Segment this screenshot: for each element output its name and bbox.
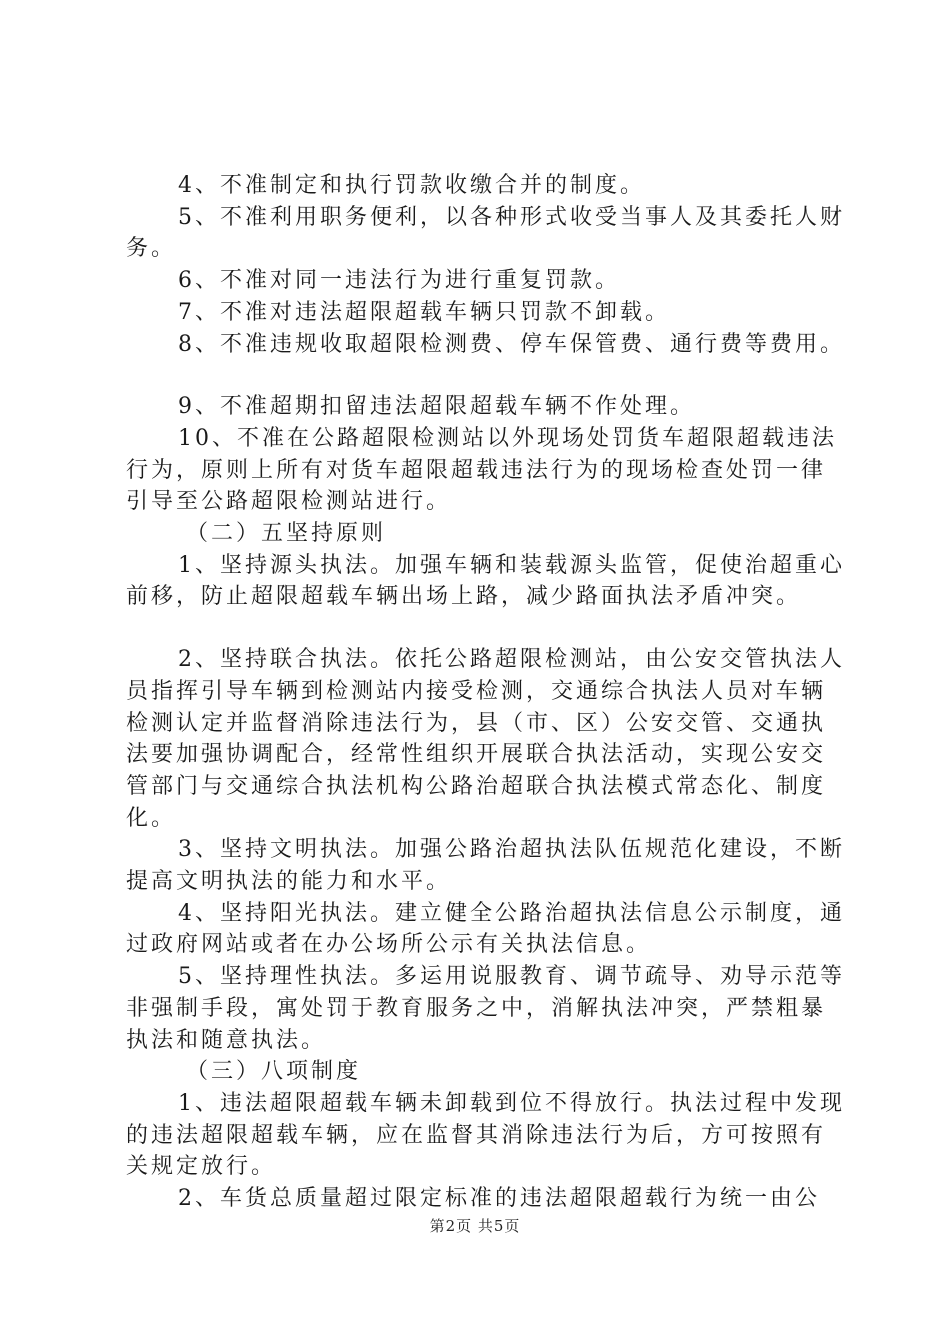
paragraph-principle-3: 3、坚持文明执法。加强公路治超执法队伍规范化建设，不断提高文明执法的能力和水平。 xyxy=(126,837,845,895)
document-body xyxy=(126,170,848,1215)
paragraph-rule-5: 5、不准利用职务便利，以各种形式收受当事人及其委托人财务。 xyxy=(126,204,845,262)
paragraph-system-2: 2、车货总质量超过限定标准的违法超限超载行为统一由公 xyxy=(178,1186,820,1212)
paragraph-system-1: 1、违法超限超载车辆未卸载到位不得放行。执法过程中发现的违法超限超载车辆，应在监督其消除违法行为后，方可按照有关规定放行。 xyxy=(126,1090,845,1180)
paragraph-principle-4: 4、坚持阳光执法。建立健全公路治超执法信息公示制度，通过政府网站或者在办公场所公示有关执法信息。 xyxy=(126,900,845,958)
paragraph-rule-4: 4、不准制定和执行罚款收缴合并的制度。 xyxy=(178,173,645,198)
paragraph-rule-8: 8、不准违规收取超限检测费、停车保管费、通行费等费用。 xyxy=(178,331,845,357)
page-number-footer: 第2页 共5页 xyxy=(429,1217,521,1235)
paragraph-rule-9: 9、不准超期扣留违法超限超载车辆不作处理。 xyxy=(178,394,695,420)
paragraph-rule-7: 7、不准对违法超限超载车辆只罚款不卸载。 xyxy=(178,299,670,325)
paragraph-principle-2: 2、坚持联合执法。依托公路超限检测站，由公安交管执法人员指挥引导车辆到检测站内接受检测，交通综合执法人员对车辆检测认定并监督消除违法行为，县（市、区）公安交管、交通执法要加强协调配合，经常性组织开展联合执法活动，实现公安交管部门与交通综合执法机构公路治超联合执法模式常态化、制度化。 xyxy=(126,647,845,831)
section-heading-eight-systems: （三）八项制度 xyxy=(186,1059,362,1085)
paragraph-rule-6: 6、不准对同一违法行为进行重复罚款。 xyxy=(178,268,620,294)
paragraph-principle-1: 1、坚持源头执法。加强车辆和装载源头监管，促使治超重心前移，防止超限超载车辆出场上路，减少路面执法矛盾冲突。 xyxy=(126,552,845,610)
section-heading-five-principles: （二）五坚持原则 xyxy=(186,521,387,547)
paragraph-rule-10: 10、不准在公路超限检测站以外现场处罚货车超限超载违法行为，原则上所有对货车超限超载违法行为的现场检查处罚一律引导至公路超限检测站进行。 xyxy=(126,425,837,515)
paragraph-principle-5: 5、坚持理性执法。多运用说服教育、调节疏导、劝导示范等非强制手段，寓处罚于教育服务之中，消解执法冲突，严禁粗暴执法和随意执法。 xyxy=(126,964,845,1053)
